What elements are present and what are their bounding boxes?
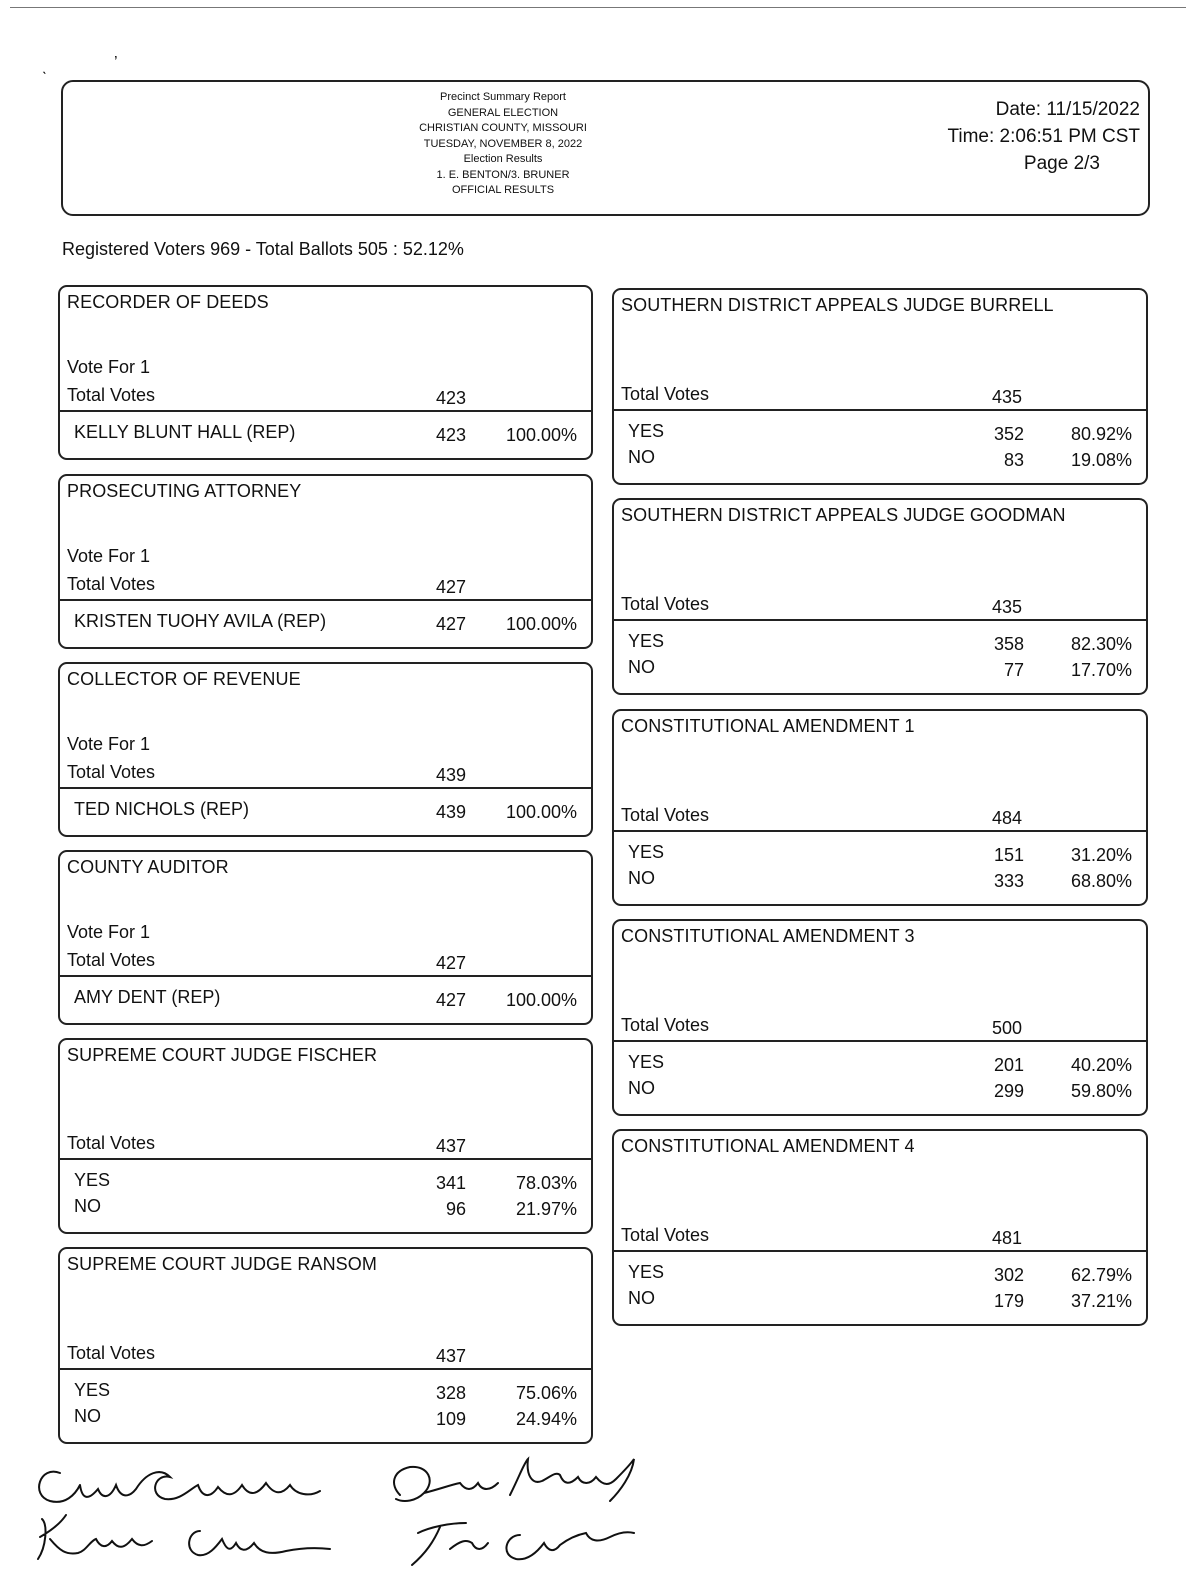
stray-mark: ˎ bbox=[42, 58, 48, 75]
result-row-percent: 37.21% bbox=[1070, 1291, 1132, 1311]
result-row-votes: 427 bbox=[435, 614, 466, 634]
race-separator bbox=[614, 619, 1146, 621]
header-line: TUESDAY, NOVEMBER 8, 2022 bbox=[423, 137, 583, 150]
race-box bbox=[58, 1247, 593, 1444]
header-line: Election Results bbox=[463, 153, 543, 165]
registered-voters-line: Registered Voters 969 - Total Ballots 505 : 52.12% bbox=[62, 239, 464, 259]
total-votes-value: 481 bbox=[991, 1228, 1022, 1248]
report-page-number: Page 2/3 bbox=[1023, 153, 1100, 174]
header-line: OFFICIAL RESULTS bbox=[451, 184, 555, 196]
result-row-percent: 68.80% bbox=[1070, 871, 1132, 891]
report-meta bbox=[947, 96, 1140, 177]
signature-4 bbox=[412, 1523, 634, 1565]
result-row-percent: 75.06% bbox=[515, 1383, 577, 1403]
result-row-percent: 82.30% bbox=[1070, 634, 1132, 654]
total-votes-value: 427 bbox=[435, 577, 466, 597]
result-row-label: YES bbox=[628, 842, 665, 862]
race-separator bbox=[60, 410, 591, 412]
race-title: SOUTHERN DISTRICT APPEALS JUDGE GOODMAN bbox=[621, 505, 1066, 525]
result-row-label: KELLY BLUNT HALL (REP) bbox=[74, 422, 296, 442]
result-row-percent: 100.00% bbox=[505, 802, 577, 822]
total-votes-label: Total Votes bbox=[67, 574, 156, 594]
result-row-percent: 100.00% bbox=[505, 425, 577, 445]
total-votes-value: 439 bbox=[435, 765, 466, 785]
result-row-percent: 40.20% bbox=[1070, 1055, 1132, 1075]
result-row-label: NO bbox=[74, 1196, 101, 1216]
total-votes-label: Total Votes bbox=[621, 384, 710, 404]
result-row-label: NO bbox=[628, 447, 655, 467]
race-box bbox=[58, 850, 593, 1025]
race-title: CONSTITUTIONAL AMENDMENT 3 bbox=[621, 926, 915, 946]
result-row-votes: 333 bbox=[993, 871, 1024, 891]
result-row-percent: 19.08% bbox=[1070, 450, 1132, 470]
header-line: 1. E. BENTON/3. BRUNER bbox=[436, 168, 570, 181]
result-row-label: YES bbox=[628, 1052, 665, 1072]
total-votes-label: Total Votes bbox=[621, 1225, 710, 1245]
result-row-label: KRISTEN TUOHY AVILA (REP) bbox=[74, 611, 327, 631]
race-separator bbox=[614, 1250, 1146, 1252]
total-votes-value: 437 bbox=[435, 1346, 466, 1366]
race-separator bbox=[60, 1368, 591, 1370]
vote-for-label: Vote For 1 bbox=[67, 546, 151, 566]
total-votes-label: Total Votes bbox=[67, 1343, 156, 1363]
race-box bbox=[612, 288, 1148, 485]
total-votes-label: Total Votes bbox=[621, 1015, 710, 1035]
total-votes-value: 484 bbox=[991, 808, 1022, 828]
signature-2 bbox=[38, 1515, 330, 1559]
race-title: SUPREME COURT JUDGE RANSOM bbox=[67, 1254, 377, 1274]
race-separator bbox=[614, 409, 1146, 411]
total-votes-value: 435 bbox=[991, 597, 1022, 617]
race-box bbox=[612, 709, 1148, 906]
race-title: CONSTITUTIONAL AMENDMENT 1 bbox=[621, 716, 915, 736]
result-row-percent: 21.97% bbox=[515, 1199, 577, 1219]
result-row-label: NO bbox=[628, 657, 655, 677]
race-title: PROSECUTING ATTORNEY bbox=[67, 481, 302, 501]
result-row-percent: 78.03% bbox=[515, 1173, 577, 1193]
total-votes-value: 437 bbox=[435, 1136, 466, 1156]
race-box bbox=[612, 498, 1148, 695]
result-row-votes: 358 bbox=[993, 634, 1024, 654]
result-row-label: NO bbox=[628, 1288, 655, 1308]
result-row-percent: 80.92% bbox=[1070, 424, 1132, 444]
race-box bbox=[58, 662, 593, 837]
total-votes-label: Total Votes bbox=[67, 762, 156, 782]
race-title: COLLECTOR OF REVENUE bbox=[67, 669, 301, 689]
header-line: GENERAL ELECTION bbox=[447, 106, 559, 119]
race-box bbox=[58, 285, 593, 460]
result-row-percent: 59.80% bbox=[1070, 1081, 1132, 1101]
result-row-votes: 96 bbox=[445, 1199, 466, 1219]
report-time: Time: 2:06:51 PM CST bbox=[947, 126, 1140, 147]
result-row-label: TED NICHOLS (REP) bbox=[74, 799, 250, 819]
total-votes-value: 435 bbox=[991, 387, 1022, 407]
result-row-votes: 109 bbox=[435, 1409, 466, 1429]
result-row-percent: 100.00% bbox=[505, 614, 577, 634]
result-row-label: YES bbox=[628, 421, 665, 441]
result-row-votes: 423 bbox=[435, 425, 466, 445]
race-title: COUNTY AUDITOR bbox=[67, 857, 229, 877]
result-row-percent: 100.00% bbox=[505, 990, 577, 1010]
result-row-votes: 77 bbox=[1003, 660, 1024, 680]
race-separator bbox=[614, 830, 1146, 832]
total-votes-label: Total Votes bbox=[67, 950, 156, 970]
result-row-votes: 341 bbox=[435, 1173, 466, 1193]
result-row-label: YES bbox=[74, 1170, 111, 1190]
race-title: SOUTHERN DISTRICT APPEALS JUDGE BURRELL bbox=[621, 295, 1054, 315]
result-row-percent: 31.20% bbox=[1070, 845, 1132, 865]
stray-mark: ’ bbox=[114, 54, 118, 71]
race-separator bbox=[60, 599, 591, 601]
race-title: RECORDER OF DEEDS bbox=[67, 292, 269, 312]
result-row-percent: 62.79% bbox=[1070, 1265, 1132, 1285]
vote-for-label: Vote For 1 bbox=[67, 734, 151, 754]
result-row-label: NO bbox=[628, 868, 655, 888]
report-header bbox=[61, 80, 1150, 216]
result-row-label: YES bbox=[628, 1262, 665, 1282]
result-row-votes: 299 bbox=[993, 1081, 1024, 1101]
race-box bbox=[58, 1038, 593, 1234]
total-votes-value: 427 bbox=[435, 953, 466, 973]
result-row-votes: 427 bbox=[435, 990, 466, 1010]
signature-block bbox=[20, 1455, 660, 1570]
result-row-votes: 179 bbox=[993, 1291, 1024, 1311]
report-date: Date: 11/15/2022 bbox=[995, 99, 1140, 120]
total-votes-label: Total Votes bbox=[621, 594, 710, 614]
vote-for-label: Vote For 1 bbox=[67, 922, 151, 942]
total-votes-value: 500 bbox=[991, 1018, 1022, 1038]
race-separator bbox=[60, 787, 591, 789]
result-row-percent: 17.70% bbox=[1070, 660, 1132, 680]
result-row-label: AMY DENT (REP) bbox=[74, 987, 221, 1007]
signature-3 bbox=[394, 1459, 634, 1501]
top-rule bbox=[10, 7, 1186, 8]
race-box bbox=[58, 474, 593, 649]
race-title: SUPREME COURT JUDGE FISCHER bbox=[67, 1045, 378, 1065]
header-line: Precinct Summary Report bbox=[440, 91, 566, 103]
result-row-votes: 83 bbox=[1003, 450, 1024, 470]
result-row-votes: 328 bbox=[435, 1383, 466, 1403]
result-row-label: NO bbox=[628, 1078, 655, 1098]
header-line: CHRISTIAN COUNTY, MISSOURI bbox=[419, 122, 587, 134]
result-row-label: YES bbox=[628, 631, 665, 651]
race-box bbox=[612, 1129, 1148, 1326]
result-row-votes: 151 bbox=[993, 845, 1024, 865]
race-separator bbox=[60, 975, 591, 977]
race-separator bbox=[60, 1158, 591, 1160]
result-row-percent: 24.94% bbox=[515, 1409, 577, 1429]
signature-1 bbox=[39, 1472, 320, 1502]
race-separator bbox=[614, 1040, 1146, 1042]
total-votes-label: Total Votes bbox=[621, 805, 710, 825]
race-box bbox=[612, 919, 1148, 1116]
total-votes-value: 423 bbox=[435, 388, 466, 408]
result-row-votes: 352 bbox=[993, 424, 1024, 444]
report-header-lines bbox=[403, 90, 603, 199]
total-votes-label: Total Votes bbox=[67, 1133, 156, 1153]
result-row-votes: 439 bbox=[435, 802, 466, 822]
race-title: CONSTITUTIONAL AMENDMENT 4 bbox=[621, 1136, 915, 1156]
result-row-votes: 302 bbox=[993, 1265, 1024, 1285]
vote-for-label: Vote For 1 bbox=[67, 357, 151, 377]
total-votes-label: Total Votes bbox=[67, 385, 156, 405]
result-row-label: YES bbox=[74, 1380, 111, 1400]
result-row-votes: 201 bbox=[993, 1055, 1024, 1075]
result-row-label: NO bbox=[74, 1406, 101, 1426]
